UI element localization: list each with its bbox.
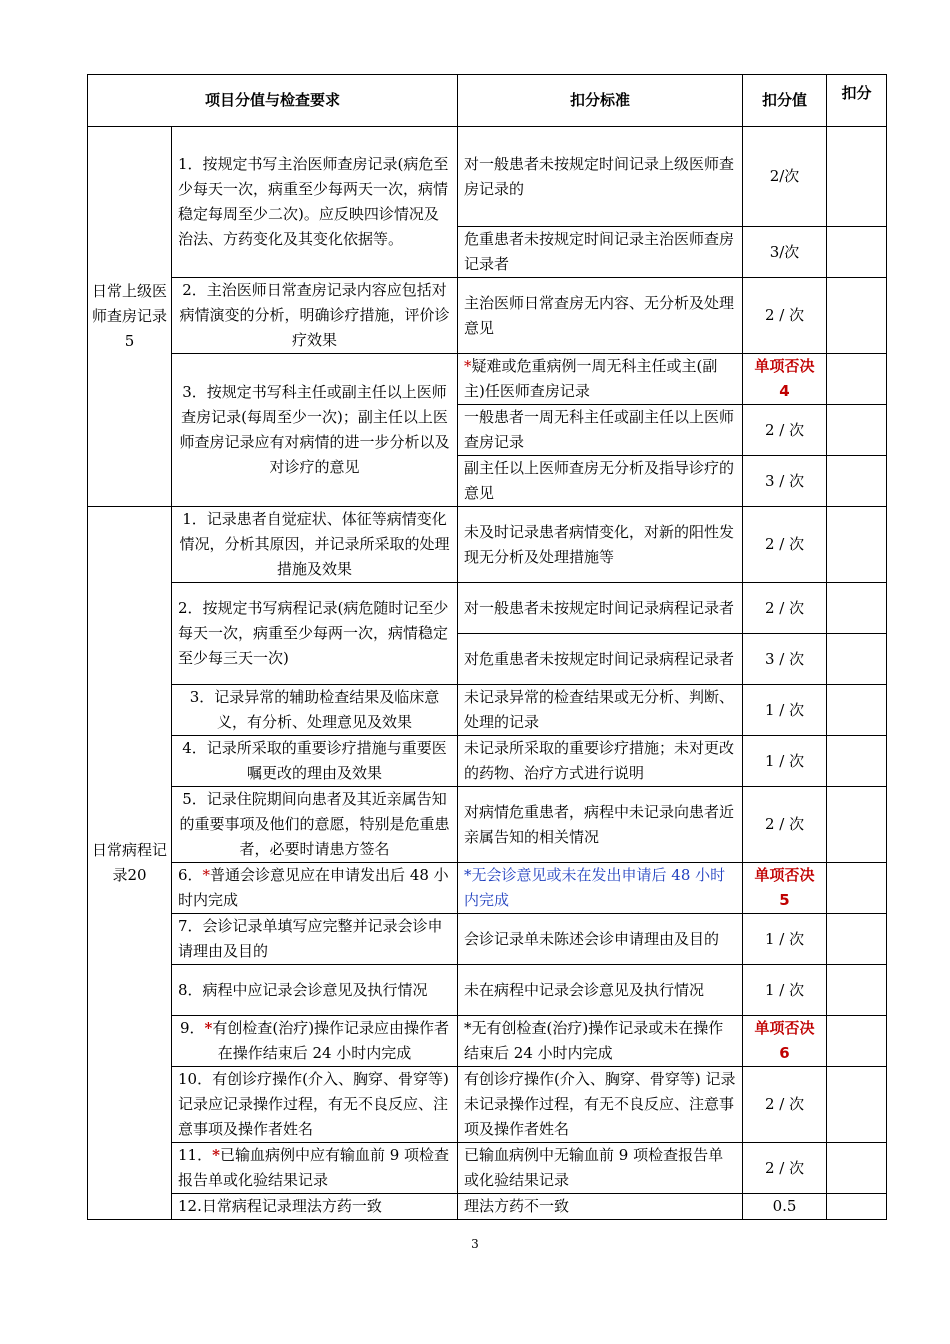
standard-cell: *疑难或危重病例一周无科主任或主(副主)任医师查房记录	[458, 354, 743, 405]
deduct-cell[interactable]	[827, 1194, 887, 1220]
deduct-cell[interactable]	[827, 965, 887, 1016]
inspection-table	[87, 74, 887, 1220]
requirement-cell: 9．*有创检查(治疗)操作记录应由操作者在操作结束后 24 小时内完成	[172, 1016, 458, 1067]
deduct-cell[interactable]	[827, 1143, 887, 1194]
deduct-cell[interactable]	[827, 1016, 887, 1067]
deduct-cell[interactable]	[827, 405, 887, 456]
value-cell: 2 / 次	[743, 278, 827, 354]
mandatory-mark: *	[204, 1019, 213, 1037]
standard-cell: *无会诊意见或未在发出申请后 48 小时内完成	[458, 863, 743, 914]
value-cell: 1 / 次	[743, 914, 827, 965]
table-row	[88, 965, 887, 1016]
value-cell: 0.5	[743, 1194, 827, 1220]
deduct-cell[interactable]	[827, 354, 887, 405]
value-cell: 3 / 次	[743, 634, 827, 685]
value-cell: 2/次	[743, 127, 827, 227]
deduct-cell[interactable]	[827, 583, 887, 634]
standard-cell: 对一般患者未按规定时间记录上级医师查房记录的	[458, 127, 743, 227]
table-row	[88, 354, 887, 405]
requirement-cell: 1．按规定书写主治医师查房记录(病危至少每天一次，病重至少每两天一次，病情稳定每周至少二次)。应反映四诊情况及治法、方药变化及其变化依据等。	[172, 127, 458, 278]
header-deduct: 扣分	[827, 75, 887, 127]
header-standard: 扣分标准	[458, 75, 743, 127]
standard-cell: 主治医师日常查房无内容、无分析及处理意见	[458, 278, 743, 354]
value-cell: 3 / 次	[743, 456, 827, 507]
value-cell: 2 / 次	[743, 1067, 827, 1143]
standard-cell: 一般患者一周无科主任或副主任以上医师查房记录	[458, 405, 743, 456]
standard-cell: *无有创检查(治疗)操作记录或未在操作结束后 24 小时内完成	[458, 1016, 743, 1067]
standard-cell: 理法方药不一致	[458, 1194, 743, 1220]
value-cell: 2 / 次	[743, 787, 827, 863]
value-cell: 2 / 次	[743, 1143, 827, 1194]
deduct-cell[interactable]	[827, 863, 887, 914]
standard-cell: 未及时记录患者病情变化，对新的阳性发现无分析及处理措施等	[458, 507, 743, 583]
deduct-cell[interactable]	[827, 278, 887, 354]
requirement-cell: 3．按规定书写科主任或副主任以上医师查房记录(每周至少一次)；副主任以上医师查房记录应有对病情的进一步分析以及对诊疗的意见	[172, 354, 458, 507]
page-number: 3	[471, 1237, 479, 1251]
category-cell: 日常上级医师查房记录5	[88, 127, 172, 507]
value-cell: 2 / 次	[743, 405, 827, 456]
table-row	[88, 863, 887, 914]
deduct-cell[interactable]	[827, 634, 887, 685]
standard-cell: 会诊记录单未陈述会诊申请理由及目的	[458, 914, 743, 965]
standard-cell: 未记录所采取的重要诊疗措施；未对更改的药物、治疗方式进行说明	[458, 736, 743, 787]
standard-cell: 对病情危重患者，病程中未记录向患者近亲属告知的相关情况	[458, 787, 743, 863]
requirement-cell: 6．*普通会诊意见应在申请发出后 48 小时内完成	[172, 863, 458, 914]
standard-cell: 有创诊疗操作(介入、胸穿、骨穿等) 记录未记录操作过程，有无不良反应、注意事项及操作者姓名	[458, 1067, 743, 1143]
requirement-cell: 10．有创诊疗操作(介入、胸穿、骨穿等)记录应记录操作过程，有无不良反应、注意事项及操作者姓名	[172, 1067, 458, 1143]
standard-cell: 对一般患者未按规定时间记录病程记录者	[458, 583, 743, 634]
standard-cell: 对危重患者未按规定时间记录病程记录者	[458, 634, 743, 685]
table-header-row	[88, 75, 887, 127]
requirement-cell: 1．记录患者自觉症状、体征等病情变化情况，分析其原因，并记录所采取的处理措施及效果	[172, 507, 458, 583]
table-row	[88, 583, 887, 634]
table-row	[88, 1194, 887, 1220]
requirement-cell: 5．记录住院期间向患者及其近亲属告知的重要事项及他们的意愿，特别是危重患者，必要时请患方签名	[172, 787, 458, 863]
table-row	[88, 278, 887, 354]
requirement-cell: 2．按规定书写病程记录(病危随时记至少每天一次，病重至少每两一次，病情稳定至少每三天一次)	[172, 583, 458, 685]
veto-value-cell: 单项否决 5	[743, 863, 827, 914]
mandatory-mark: *	[464, 357, 472, 375]
value-cell: 2 / 次	[743, 583, 827, 634]
value-cell: 1 / 次	[743, 965, 827, 1016]
table-row	[88, 914, 887, 965]
mandatory-mark: *	[212, 1146, 220, 1164]
value-cell: 3/次	[743, 227, 827, 278]
requirement-cell: 11．*已输血病例中应有输血前 9 项检查报告单或化验结果记录	[172, 1143, 458, 1194]
header-requirement: 项目分值与检查要求	[88, 75, 458, 127]
requirement-cell: 7．会诊记录单填写应完整并记录会诊申请理由及目的	[172, 914, 458, 965]
value-cell: 1 / 次	[743, 736, 827, 787]
requirement-cell: 2．主治医师日常查房记录内容应包括对病情演变的分析，明确诊疗措施，评价诊疗效果	[172, 278, 458, 354]
value-cell: 1 / 次	[743, 685, 827, 736]
table-row	[88, 736, 887, 787]
requirement-cell: 8．病程中应记录会诊意见及执行情况	[172, 965, 458, 1016]
deduct-cell[interactable]	[827, 685, 887, 736]
standard-cell: 副主任以上医师查房无分析及指导诊疗的意见	[458, 456, 743, 507]
deduct-cell[interactable]	[827, 127, 887, 227]
header-value: 扣分值	[743, 75, 827, 127]
veto-value-cell: 单项否决 4	[743, 354, 827, 405]
table-row	[88, 685, 887, 736]
deduct-cell[interactable]	[827, 227, 887, 278]
table-row	[88, 127, 887, 227]
standard-cell: 未记录异常的检查结果或无分析、判断、处理的记录	[458, 685, 743, 736]
standard-cell: 已输血病例中无输血前 9 项检查报告单或化验结果记录	[458, 1143, 743, 1194]
standard-cell: 危重患者未按规定时间记录主治医师查房记录者	[458, 227, 743, 278]
table-row	[88, 787, 887, 863]
deduct-cell[interactable]	[827, 736, 887, 787]
mandatory-mark: *	[202, 866, 211, 884]
requirement-cell: 3．记录异常的辅助检查结果及临床意义，有分析、处理意见及效果	[172, 685, 458, 736]
requirement-cell: 4．记录所采取的重要诊疗措施与重要医嘱更改的理由及效果	[172, 736, 458, 787]
deduct-cell[interactable]	[827, 914, 887, 965]
veto-value-cell: 单项否决 6	[743, 1016, 827, 1067]
deduct-cell[interactable]	[827, 1067, 887, 1143]
table-row	[88, 1067, 887, 1143]
table-row	[88, 1016, 887, 1067]
deduct-cell[interactable]	[827, 787, 887, 863]
requirement-cell: 12.日常病程记录理法方药一致	[172, 1194, 458, 1220]
category-cell: 日常病程记录20	[88, 507, 172, 1220]
standard-cell: 未在病程中记录会诊意见及执行情况	[458, 965, 743, 1016]
table-row	[88, 507, 887, 583]
deduct-cell[interactable]	[827, 507, 887, 583]
value-cell: 2 / 次	[743, 507, 827, 583]
deduct-cell[interactable]	[827, 456, 887, 507]
table-row	[88, 1143, 887, 1194]
